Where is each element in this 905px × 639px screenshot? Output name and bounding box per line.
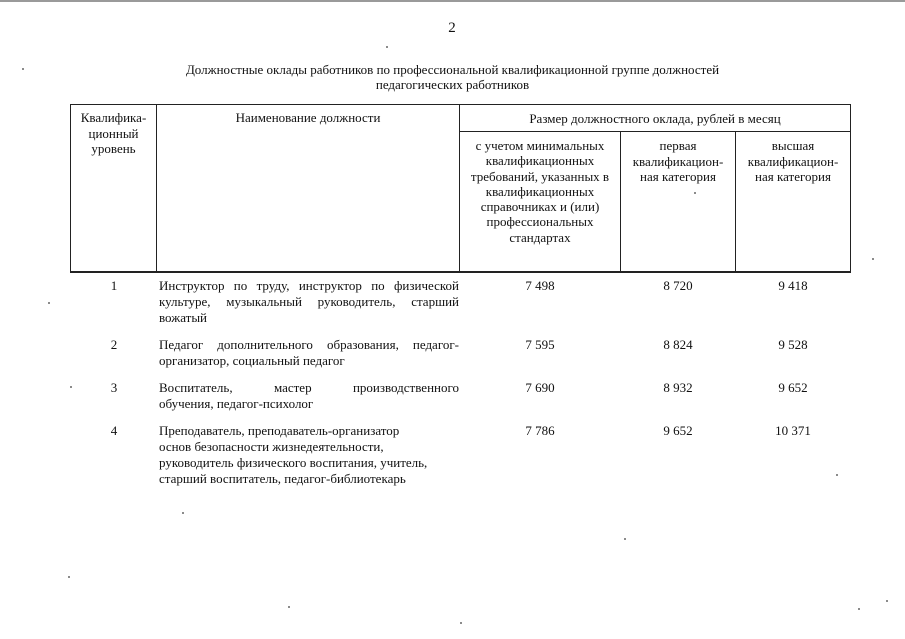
scan-speck [22, 68, 24, 70]
level-column-header [71, 110, 156, 157]
salary-group-header [460, 111, 850, 127]
level-column-divider [156, 104, 157, 273]
row-3-first-cat-salary: 8 932 [663, 380, 693, 395]
table-top-border [70, 104, 851, 105]
scan-speck [386, 46, 388, 48]
row-4-first-cat-salary: 9 652 [663, 423, 693, 438]
row-4-position-name [159, 423, 459, 487]
document-title [100, 62, 805, 92]
level-header-line: ционный [88, 125, 139, 141]
min-req-column-header [460, 138, 620, 245]
scan-speck [858, 608, 860, 610]
row-3-position-name [159, 380, 459, 412]
min-req-header-line: требований, указанных в [470, 168, 610, 184]
page-number: 2 [448, 20, 456, 36]
row-4-level: 4 [110, 423, 118, 438]
salary-group-header-text: Размер должностного оклада, рублей в месяц [529, 111, 781, 126]
row-2-level: 2 [110, 337, 118, 352]
row-2-name-line: организатор, социальный педагог [159, 353, 345, 368]
name-column-header [157, 110, 459, 126]
row-1-position-name [159, 278, 459, 326]
scan-speck [886, 600, 888, 602]
row-4-highest-cat-salary: 10 371 [775, 423, 811, 438]
first-cat-header-line: первая [659, 138, 697, 153]
row-4-name-line: основ безопасности жизнедеятельности, [159, 439, 384, 454]
row-1-first-cat-salary: 8 720 [663, 278, 693, 293]
document-title-line-1: Должностные оклады работников по профессиональной квалификационной группе должностей [185, 62, 720, 77]
level-header-line: Квалифика- [80, 110, 147, 125]
scan-speck [836, 474, 838, 476]
scan-speck [872, 258, 874, 260]
scan-speck [460, 622, 462, 624]
scan-top-edge [0, 0, 905, 2]
min-req-header-line: квалификационных [485, 183, 595, 199]
row-2-min-req-salary: 7 595 [525, 337, 555, 352]
scan-speck [624, 538, 626, 540]
min-req-header-line: стандартах [509, 229, 571, 245]
row-2-highest-cat-salary: 9 528 [778, 337, 808, 352]
row-4-min-req-salary: 7 786 [525, 423, 555, 438]
row-1-name-line: культуре, музыкальный руководитель, старший [159, 294, 459, 309]
row-2-first-cat-salary: 8 824 [663, 337, 693, 352]
scan-speck [48, 302, 50, 304]
name-header-text: Наименование должности [235, 110, 381, 125]
document-title-line-2: педагогических работников [375, 77, 530, 92]
highest-cat-header-line: квалификацион- [747, 153, 839, 169]
scan-speck [694, 192, 696, 194]
row-1-min-req-salary: 7 498 [525, 278, 555, 293]
row-2-position-name [159, 337, 459, 369]
row-3-highest-cat-salary: 9 652 [778, 380, 808, 395]
table-header-bottom-border [70, 271, 851, 273]
row-3-name-line: Воспитатель, мастер производственного [159, 380, 459, 395]
row-1-name-line: Инструктор по труду, инструктор по физической [159, 278, 459, 293]
row-4-name-line: Преподаватель, преподаватель-организатор [159, 423, 400, 438]
level-header-line: уровень [91, 141, 136, 156]
first-cat-header-line: ная категория [640, 169, 716, 184]
highest-cat-header-line: высшая [771, 138, 815, 153]
first-cat-header-line: квалификацион- [632, 153, 724, 169]
table-right-border [850, 104, 851, 273]
row-1-level: 1 [110, 278, 118, 293]
row-3-level: 3 [110, 380, 118, 395]
min-req-header-line: профессиональных [486, 214, 594, 230]
scan-speck [288, 606, 290, 608]
row-1-highest-cat-salary: 9 418 [778, 278, 808, 293]
row-4-name-line: старший воспитатель, педагог-библиотекарь [159, 471, 406, 486]
row-2-name-line: Педагог дополнительного образования, педагог- [159, 337, 459, 352]
min-req-header-line: с учетом минимальных [475, 138, 605, 153]
highest-cat-header-line: ная категория [755, 169, 831, 184]
scan-speck [70, 386, 72, 388]
row-1-name-line: вожатый [159, 310, 208, 325]
min-req-header-line: квалификационных [485, 153, 595, 169]
min-req-header-line: справочниках и (или) [480, 199, 600, 215]
row-3-min-req-salary: 7 690 [525, 380, 555, 395]
scan-speck [182, 512, 184, 514]
highest-category-column-header [736, 138, 850, 185]
scan-speck [68, 576, 70, 578]
salary-subheader-border [459, 131, 851, 132]
row-3-name-line: обучения, педагог-психолог [159, 396, 314, 411]
row-4-name-line: руководитель физического воспитания, учитель, [159, 455, 428, 470]
first-category-column-header [621, 138, 735, 185]
